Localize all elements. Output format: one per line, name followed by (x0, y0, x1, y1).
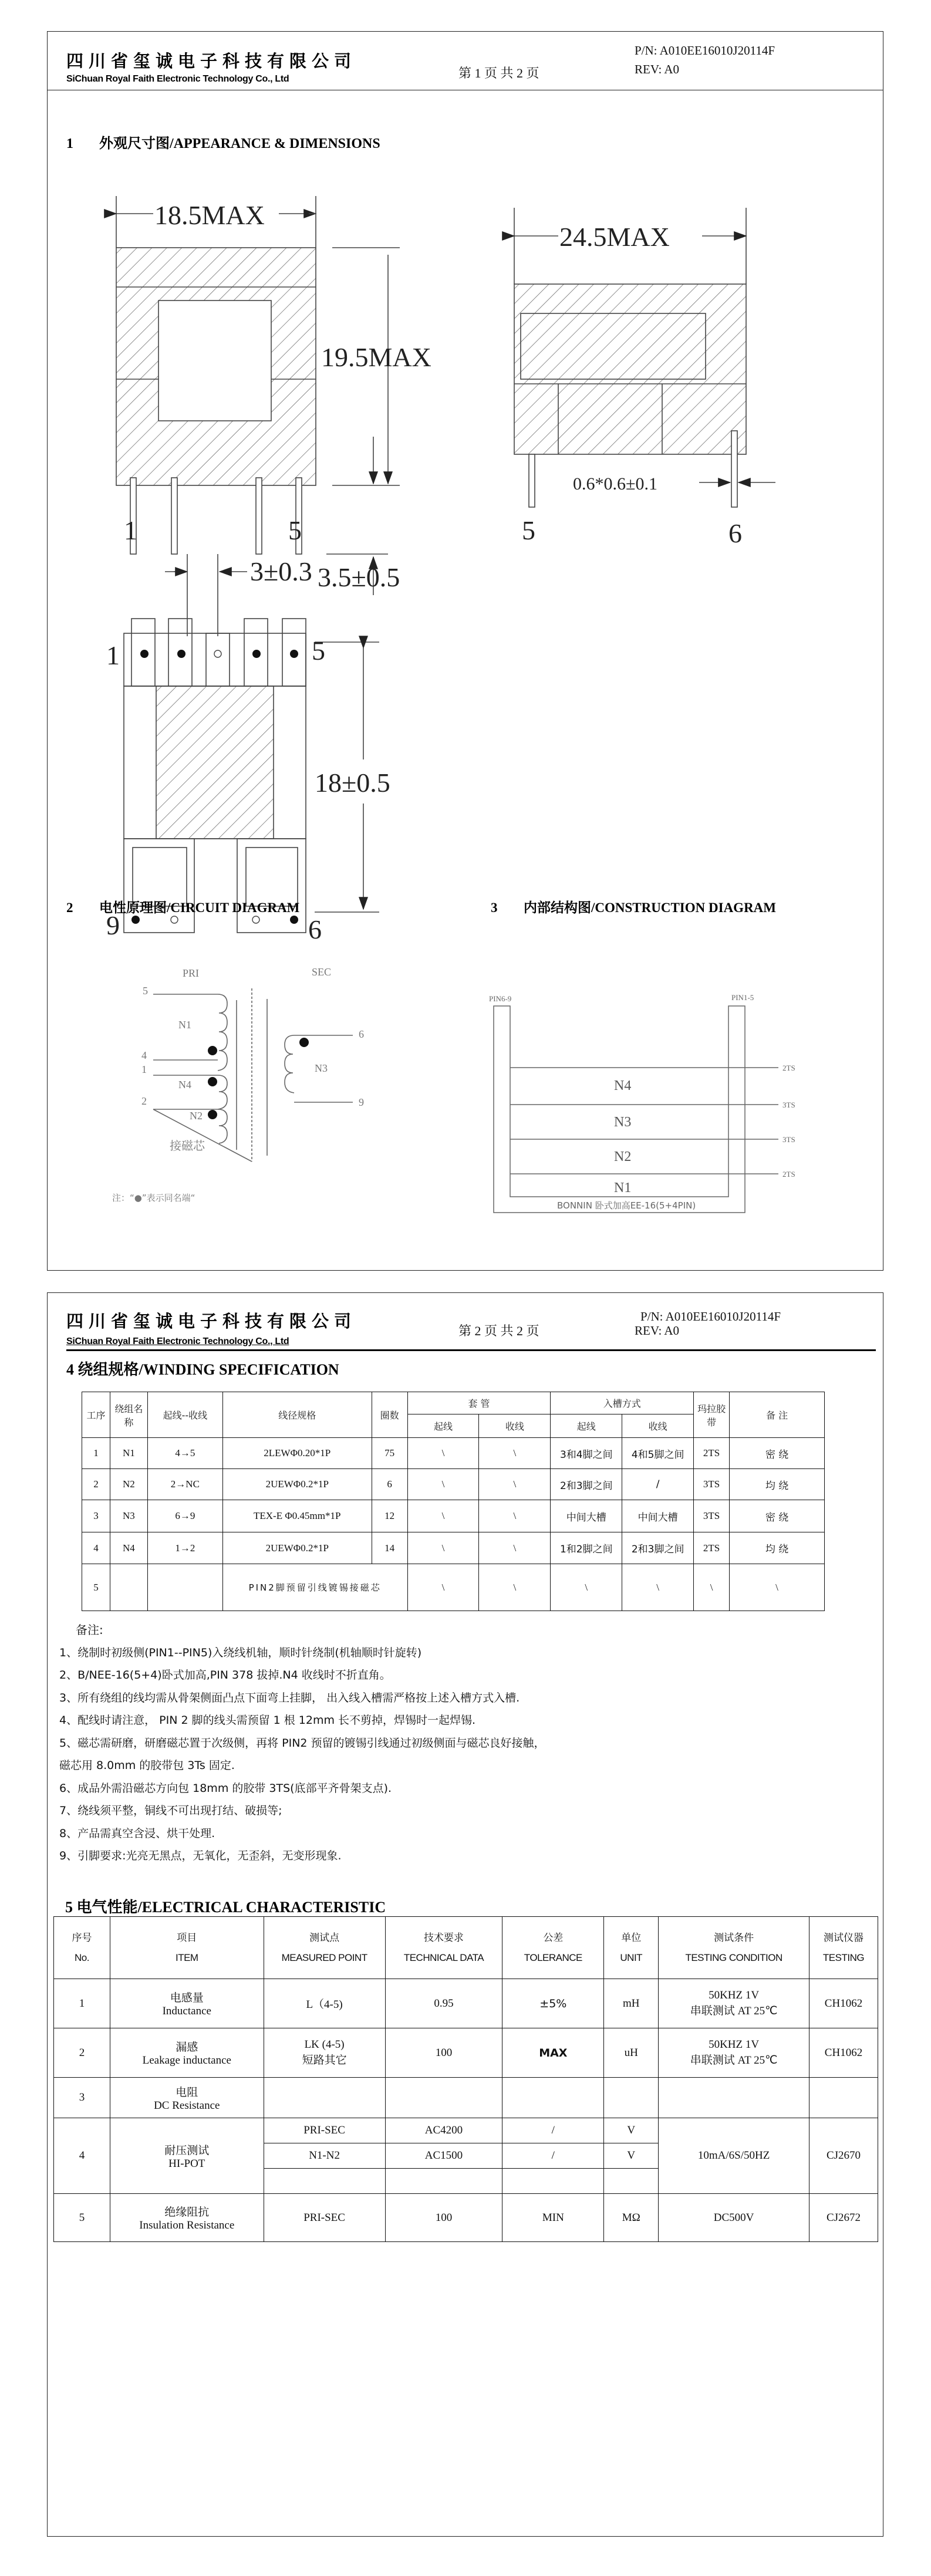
cell-no: 3 (54, 2078, 110, 2118)
notes-list (59, 1619, 545, 1868)
cell-instrument: CH1062 (809, 2028, 878, 2078)
winding-label-n3: N3 (315, 1062, 328, 1074)
cell-item: 绝缘阻抗 Insulation Resistance (110, 2194, 264, 2242)
section-title-cn: 电气性能 (76, 1899, 138, 1916)
dot-note: 注：“●”表示同名端“ (112, 1193, 195, 1203)
cell-instrument: CJ2672 (809, 2194, 878, 2242)
cell-data (385, 2078, 502, 2118)
cell-tolerance (502, 2078, 604, 2118)
section-number: 4 (66, 1361, 74, 1378)
circuit-diagram (83, 947, 435, 1223)
layer-label: N3 (614, 1115, 632, 1130)
col-header-tolerance: 公差 TOLERANCE (502, 1917, 604, 1979)
col-header-start-end: 起线--收线 (147, 1392, 222, 1438)
tape-label: 3TS (782, 1135, 795, 1144)
note-item: 2、B/NEE-16(5+4)卧式加高,PIN 378 拔掉.N4 收线时不折直角。 (59, 1669, 391, 1682)
revision: REV: A0 (635, 62, 680, 76)
cell-wire: 2LEWΦ0.20*1P (222, 1438, 372, 1469)
cell-condition: 10mA/6S/50HZ (659, 2118, 809, 2194)
cell-sleeve-end: \ (479, 1564, 551, 1611)
cell-unit (604, 2169, 659, 2194)
cell-wire: PIN2脚预留引线镀锡接磁芯 (222, 1564, 407, 1611)
cell-data: 100 (385, 2028, 502, 2078)
cell-unit: MΩ (604, 2194, 659, 2242)
col-header-tape: 玛拉胶带 (694, 1392, 730, 1438)
table-header-row (54, 1917, 878, 1979)
section-title-electrical (65, 1895, 386, 1917)
circuit-pin-4: 4 (141, 1049, 147, 1061)
cell-slot-end: 4和5脚之间 (622, 1438, 694, 1469)
cell-tolerance: MIN (502, 2194, 604, 2242)
section-title-cn: 电性原理图 (99, 900, 167, 916)
cell-remark: 均 绕 (730, 1532, 825, 1564)
cell-wire: 2UEWΦ0.2*1P (222, 1469, 372, 1500)
cell-no: 5 (54, 2194, 110, 2242)
cell-item: 耐压测试 HI-POT (110, 2118, 264, 2194)
cell-data: AC1500 (385, 2143, 502, 2169)
col-header-sleeve: 套 管 (407, 1392, 551, 1414)
construction-diagram (482, 994, 846, 1229)
company-name-en: SiChuan Royal Faith Electronic Technology Co., Ltd (66, 74, 289, 84)
dim-height: 19.5MAX (321, 342, 431, 372)
table-row (82, 1500, 825, 1532)
cell-condition: 50KHZ 1V 串联测试 AT 25℃ (659, 1979, 809, 2028)
cell-sleeve-start: \ (407, 1438, 479, 1469)
pin-label-1-bottom: 1 (106, 640, 120, 670)
col-header-winding-name: 绕组名称 (110, 1392, 147, 1438)
layer-label: N2 (614, 1149, 632, 1164)
cell-step: 3 (82, 1500, 110, 1532)
note-item: 磁芯用 8.0mm 的胶带包 3Ts 固定. (59, 1759, 235, 1772)
cell-data: 0.95 (385, 1979, 502, 2028)
winding-label-n1: N1 (178, 1019, 191, 1031)
pin-label-6: 6 (308, 914, 322, 944)
cell-data (385, 2169, 502, 2194)
cell-name: N3 (110, 1500, 147, 1532)
cell-instrument: CH1062 (809, 1979, 878, 2028)
note-item: 6、成品外需沿磁芯方向包 18mm 的胶带 3TS(底部平齐骨架支点). (59, 1781, 392, 1795)
section-title-en: /APPEARANCE & DIMENSIONS (170, 136, 380, 151)
cell-start-end: 4→5 (147, 1438, 222, 1469)
dim-front-width: 18.5MAX (154, 200, 265, 230)
cell-sleeve-start: \ (407, 1500, 479, 1532)
col-header-sleeve-end: 收线 (479, 1414, 551, 1438)
dim-pitch: 3±0.3 (250, 556, 312, 586)
cell-remark: 密 绕 (730, 1438, 825, 1469)
cell-tape: 2TS (694, 1438, 730, 1469)
cell-point: PRI-SEC (264, 2118, 385, 2143)
cell-name: N1 (110, 1438, 147, 1469)
cell-start-end (147, 1564, 222, 1611)
cell-slot-start: \ (551, 1564, 622, 1611)
tape-label: 2TS (782, 1170, 795, 1179)
circuit-pin-6: 6 (359, 1028, 364, 1040)
cell-tolerance: / (502, 2118, 604, 2143)
note-item: 8、产品需真空含浸、烘干处理. (59, 1827, 215, 1840)
section-title-circuit (66, 897, 299, 916)
cell-start-end: 2→NC (147, 1469, 222, 1500)
page-header (48, 32, 883, 90)
company-name-en: SiChuan Royal Faith Electronic Technology Co., Ltd (66, 1336, 289, 1346)
cell-slot-end: 中间大槽 (622, 1500, 694, 1532)
pin-label-5: 5 (288, 515, 302, 545)
cell-remark: 密 绕 (730, 1500, 825, 1532)
cell-slot-start: 中间大槽 (551, 1500, 622, 1532)
section-number: 1 (66, 136, 73, 151)
cell-item: 漏感 Leakage inductance (110, 2028, 264, 2078)
cell-sleeve-end: \ (479, 1500, 551, 1532)
note-item: 3、所有绕组的线均需从骨架侧面凸点下面弯上挂脚， 出入线入槽需严格按上述入槽方式入槽. (59, 1691, 520, 1704)
cell-tolerance: ±5% (502, 1979, 604, 2028)
col-header-instrument: 测试仪器 TESTING (809, 1917, 878, 1979)
side-view (514, 208, 775, 507)
cell-no: 2 (54, 2028, 110, 2078)
cell-sleeve-end: \ (479, 1532, 551, 1564)
tape-label: 3TS (782, 1100, 795, 1109)
cell-slot-end: / (622, 1469, 694, 1500)
spec-page-2 (47, 1292, 883, 2537)
cell-unit: V (604, 2143, 659, 2169)
cell-wire: 2UEWΦ0.2*1P (222, 1532, 372, 1564)
cell-tolerance (502, 2169, 604, 2194)
page-header (48, 1293, 883, 1351)
dim-pin-size: 0.6*0.6±0.1 (573, 474, 657, 494)
circuit-pin-5: 5 (143, 985, 148, 997)
layer-label: N1 (614, 1180, 632, 1196)
winding-label-n2: N2 (190, 1110, 203, 1122)
dim-pin-length: 3.5±0.5 (318, 562, 400, 592)
table-row (82, 1438, 825, 1469)
table-row (54, 1979, 878, 2028)
col-header-point: 测试点 MEASURED POINT (264, 1917, 385, 1979)
spec-page-1 (47, 31, 883, 1271)
table-row (54, 2078, 878, 2118)
col-header-slot-start: 起线 (551, 1414, 622, 1438)
cell-slot-start: 2和3脚之间 (551, 1469, 622, 1500)
section-number: 2 (66, 900, 73, 915)
cell-unit: V (604, 2118, 659, 2143)
cell-step: 5 (82, 1564, 110, 1611)
circuit-pin-2: 2 (141, 1095, 147, 1107)
cell-step: 4 (82, 1532, 110, 1564)
section-title-cn: 内部结构图 (524, 900, 591, 916)
circuit-pin-9: 9 (359, 1096, 364, 1108)
note-item: 5、磁芯需研磨，研磨磁芯置于次级侧，再将 PIN2 预留的镀锡引线通过初级侧面与磁芯良好接触， (59, 1736, 545, 1750)
cell-point (264, 2078, 385, 2118)
revision: REV: A0 (635, 1324, 680, 1338)
electrical-spec-table (53, 1916, 878, 2242)
cell-turns: 12 (372, 1500, 407, 1532)
cell-turns: 14 (372, 1532, 407, 1564)
col-header-remark: 备 注 (730, 1392, 825, 1438)
cell-point: PRI-SEC (264, 2194, 385, 2242)
pin-label-1: 1 (124, 515, 137, 545)
cell-condition: 50KHZ 1V 串联测试 AT 25℃ (659, 2028, 809, 2078)
cell-wire: TEX-E Φ0.45mm*1P (222, 1500, 372, 1532)
col-header-slot: 入槽方式 (551, 1392, 694, 1414)
cell-item: 电阻 DC Resistance (110, 2078, 264, 2118)
header-rule (66, 1349, 876, 1351)
dim-side-width: 24.5MAX (559, 222, 670, 252)
cell-unit (604, 2078, 659, 2118)
pri-label: PRI (183, 967, 200, 979)
cell-point: LK (4-5) 短路其它 (264, 2028, 385, 2078)
cell-tape: 3TS (694, 1469, 730, 1500)
section-title-cn: 绕组规格 (77, 1361, 139, 1379)
cell-slot-start: 3和4脚之间 (551, 1438, 622, 1469)
cell-data: AC4200 (385, 2118, 502, 2143)
note-item: 7、绕线须平整，铜线不可出现打结、破损等; (59, 1804, 282, 1817)
cell-item: 电感量 Inductance (110, 1979, 264, 2028)
note-item: 9、引脚要求:光亮无黑点，无氧化，无歪斜，无变形现象. (59, 1849, 342, 1862)
cell-condition: DC500V (659, 2194, 809, 2242)
section-title-appearance (66, 131, 380, 152)
section-title-construction (491, 897, 776, 916)
pin-label-5-side: 5 (522, 515, 535, 545)
cell-step: 2 (82, 1469, 110, 1500)
cell-instrument (809, 2078, 878, 2118)
sec-label: SEC (312, 966, 332, 978)
section-title-en: /ELECTRICAL CHARACTERISTIC (137, 1899, 386, 1916)
section-title-en: /CONSTRUCTION DIAGRAM (591, 900, 776, 915)
bottom-view (124, 554, 379, 933)
cell-slot-start: 1和2脚之间 (551, 1532, 622, 1564)
cell-tape: 2TS (694, 1532, 730, 1564)
col-header-item: 项目 ITEM (110, 1917, 264, 1979)
cell-turns: 75 (372, 1438, 407, 1469)
cell-condition (659, 2078, 809, 2118)
cell-start-end: 6→9 (147, 1500, 222, 1532)
cell-step: 1 (82, 1438, 110, 1469)
section-number: 5 (65, 1899, 73, 1916)
pin-label-9: 9 (106, 910, 120, 940)
col-header-data: 技术要求 TECHNICAL DATA (385, 1917, 502, 1979)
cell-remark: \ (730, 1564, 825, 1611)
col-header-condition: 测试条件 TESTING CONDITION (659, 1917, 809, 1979)
cell-instrument: CJ2670 (809, 2118, 878, 2194)
table-row (82, 1532, 825, 1564)
part-number: P/N: A010EE16010J20114F (640, 1309, 781, 1324)
pin-label-6-side: 6 (728, 518, 742, 548)
cell-name: N2 (110, 1469, 147, 1500)
cell-tolerance: MAX (502, 2028, 604, 2078)
col-header-sleeve-start: 起线 (407, 1414, 479, 1438)
col-header-unit: 单位 UNIT (604, 1917, 659, 1979)
cell-sleeve-end: \ (479, 1438, 551, 1469)
cell-unit: mH (604, 1979, 659, 2028)
bobbin-label: BONNIN 卧式加高EE-16(5+4PIN) (557, 1200, 696, 1211)
cell-tape: 3TS (694, 1500, 730, 1532)
cell-tolerance: / (502, 2143, 604, 2169)
front-view (116, 196, 400, 595)
cell-tape: \ (694, 1564, 730, 1611)
layer-label: N4 (614, 1078, 632, 1093)
cell-no: 4 (54, 2118, 110, 2194)
notes-title: 备注: (76, 1623, 103, 1637)
circuit-pin-1: 1 (141, 1064, 147, 1075)
section-title-en: /WINDING SPECIFICATION (139, 1361, 339, 1378)
page-number: 第 1 页 共 2 页 (458, 66, 539, 80)
cell-sleeve-end: \ (479, 1469, 551, 1500)
cell-start-end: 1→2 (147, 1532, 222, 1564)
col-header-wire: 线径规格 (222, 1392, 372, 1438)
cell-no: 1 (54, 1979, 110, 2028)
cell-remark: 均 绕 (730, 1469, 825, 1500)
winding-spec-table (82, 1392, 825, 1611)
table-row (82, 1564, 825, 1611)
pin-group-left: PIN6-9 (489, 994, 512, 1003)
part-number: P/N: A010EE16010J20114F (635, 43, 775, 58)
winding-label-n4: N4 (178, 1079, 191, 1091)
page-number: 第 2 页 共 2 页 (458, 1324, 539, 1338)
cell-name (110, 1564, 147, 1611)
cell-slot-end: 2和3脚之间 (622, 1532, 694, 1564)
cell-slot-end: \ (622, 1564, 694, 1611)
section-number: 3 (491, 900, 498, 915)
note-item: 4、配线时请注意， PIN 2 脚的线头需预留 1 根 12mm 长不剪掉，焊锡时一起焊锡. (59, 1714, 476, 1727)
table-row (54, 2028, 878, 2078)
table-row (54, 2194, 878, 2242)
cell-name: N4 (110, 1532, 147, 1564)
col-header-slot-end: 收线 (622, 1414, 694, 1438)
cell-unit: uH (604, 2028, 659, 2078)
tape-label: 2TS (782, 1064, 795, 1072)
cell-point: N1-N2 (264, 2143, 385, 2169)
company-name-cn: 四川省玺诚电子科技有限公司 (66, 1311, 357, 1331)
col-header-no: 序号 No. (54, 1917, 110, 1979)
section-title-winding (66, 1358, 339, 1379)
cell-data: 100 (385, 2194, 502, 2242)
table-row (54, 2118, 878, 2143)
cell-turns: 6 (372, 1469, 407, 1500)
cell-sleeve-start: \ (407, 1564, 479, 1611)
col-header-step: 工序 (82, 1392, 110, 1438)
cell-sleeve-start: \ (407, 1469, 479, 1500)
cell-sleeve-start: \ (407, 1532, 479, 1564)
pin-label-5-bottom: 5 (312, 636, 325, 666)
core-connection-label: 接磁芯 (170, 1139, 205, 1153)
cell-point: L（4-5) (264, 1979, 385, 2028)
section-title-en: /CIRCUIT DIAGRAM (167, 900, 300, 915)
cell-point (264, 2169, 385, 2194)
note-item: 1、绕制时初级侧(PIN1--PIN5)入绕线机轴，顺时针绕制(机轴顺时针旋转) (59, 1646, 422, 1659)
table-row (82, 1469, 825, 1500)
section-title-cn: 外观尺寸图 (99, 135, 170, 151)
dim-row-spacing: 18±0.5 (315, 768, 390, 798)
company-name-cn: 四川省玺诚电子科技有限公司 (66, 51, 357, 71)
pin-group-right: PIN1-5 (731, 993, 754, 1002)
col-header-turns: 圈数 (372, 1392, 407, 1438)
